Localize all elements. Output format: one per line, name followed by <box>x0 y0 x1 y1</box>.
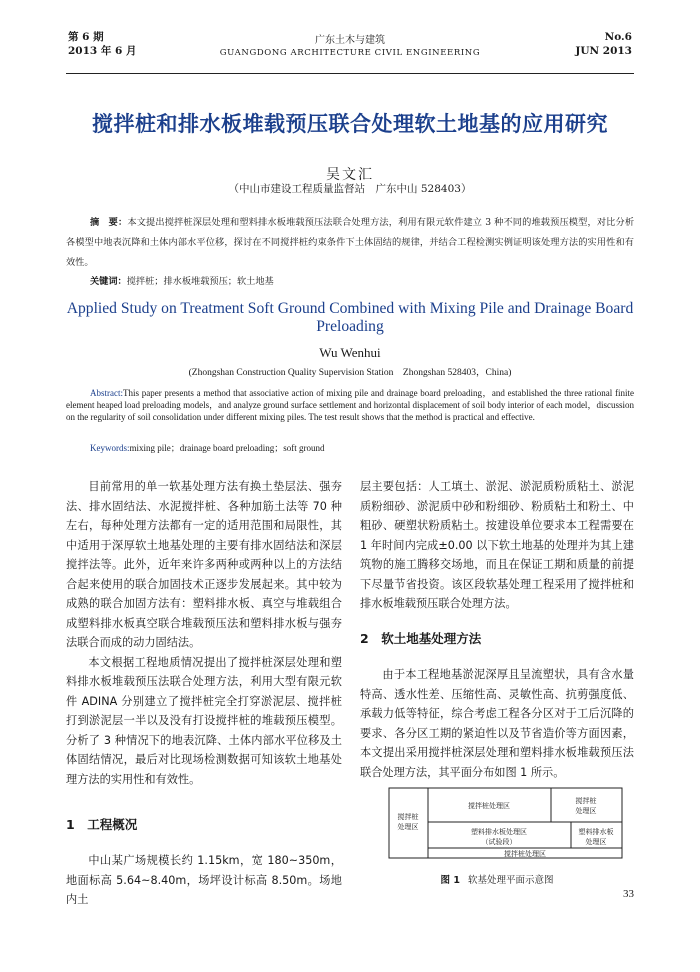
fig-label-center-2: （试验段） <box>481 838 517 846</box>
fig-label-bottom: 搅拌桩处理区 <box>504 850 546 858</box>
fig-label-left-1: 搅拌桩 <box>397 813 419 821</box>
abstract-en <box>66 387 634 423</box>
fig-label-top-center: 搅拌桩处理区 <box>468 802 510 810</box>
abstract-cn-label: 摘 要： <box>90 217 128 228</box>
body-right-column <box>360 477 634 614</box>
fig-label-left-2: 处理区 <box>397 823 419 831</box>
figure-1 <box>388 786 624 860</box>
keywords-en-text: mixing pile；drainage board preloading；soft ground <box>129 443 325 453</box>
header-journal <box>200 34 500 60</box>
abstract-cn-text: 本文提出搅拌桩深层处理和塑料排水板堆载预压法联合处理方法，利用有限元软件建立 3 种不同的堆载预压模型，对比分析各模型中地表沉降和土体内部水平位移，探讨在不同搅拌桩约束条件下土体固结的规律，并结合工程检测实例证明该处理方法的实用性和有效性。 <box>66 217 635 268</box>
author-en: Wu Wenhui <box>319 345 381 360</box>
paper-title-en: Applied Study on Treatment Soft Ground Combined with Mixing Pile and Drainage Board Preloading <box>66 300 634 335</box>
issue-en: No.6 <box>604 31 632 43</box>
keywords-en <box>90 441 324 454</box>
body-right-column-lower <box>360 665 634 782</box>
figure-caption-text: 软基处理平面示意图 <box>467 875 554 886</box>
fig-label-right-1: 搅拌桩 <box>575 797 597 805</box>
keywords-cn <box>90 273 274 287</box>
body-left-column <box>66 477 342 789</box>
affiliation-cn: （中山市建设工程质量监督站 广东中山 528403） <box>228 183 472 195</box>
header-issue-cn <box>68 30 137 58</box>
abstract-cn <box>66 213 634 273</box>
keywords-en-label: Keywords: <box>90 443 130 453</box>
fig-label-center-1: 塑料排水板处理区 <box>471 828 527 836</box>
section-1-heading: 1 工程概况 <box>66 817 138 832</box>
section-1-paragraph-1: 中山某广场规模长约 1.15km，宽 180~350m，地面标高 5.64~8.40m，场坪设计标高 8.50m。场地内土 <box>66 854 342 906</box>
intro-paragraph-2: 本文根据工程地质情况提出了搅拌桩深层处理和塑料排水板堆载预压法联合处理方法，利用大型有限元软件 ADINA 分别建立了搅拌桩完全打穿淤泥层、搅拌桩打到淤泥层一半以及没有打设搅拌桩的堆载预压模型。分析了 3 种情况下的地表沉降、土体内部水平位移及土体固结情况，最后对比现场检测数据可知该软土地基处理方法的实用性和有效性。 <box>66 655 342 786</box>
journal-cn: 广东土木与建筑 <box>315 35 385 46</box>
paper-title-cn: 搅拌桩和排水板堆载预压联合处理软土地基的应用研究 <box>92 112 608 136</box>
body-left-column-lower <box>66 851 342 910</box>
section-2-paragraph-1: 由于本工程地基淤泥深厚且呈流塑状，具有含水量特高、透水性差、压缩性高、灵敏性高、抗剪强度低、承载力低等特征，综合考虑工程各分区对于工后沉降的要求、各分区工期的紧迫性以及节省造价等方面因素，本文提出采用搅拌桩深层处理和塑料排水板堆载预压法联合处理方法，其平面分布如图 1 所示。 <box>360 668 634 779</box>
issue-cn: 第 6 期 <box>68 31 104 43</box>
fig-label-right-lower-2: 处理区 <box>585 838 607 846</box>
keywords-cn-text: 搅拌桩；排水板堆载预压；软土地基 <box>126 276 274 287</box>
header-rule <box>66 73 634 74</box>
fig-label-right-lower-1: 塑料排水板 <box>578 828 614 836</box>
figure-1-diagram <box>388 786 624 860</box>
right-paragraph-1: 层主要包括：人工填土、淤泥、淤泥质粉质粘土、淤泥质粉细砂、淤泥质中砂和粉细砂、粉质粘土和粉土、中粗砂、硬塑状粉质粘土。按建设单位要求本工程需要在 1 年时间内完成±0.00 以下软土地基的处理并为其上建筑物的施工腾移交场地，而且在保证工期和质量的前提下尽量节省投资。该区段软基处理工程采用了搅拌桩和排水板堆载预压联合处理方法。 <box>360 480 634 610</box>
date-cn: 2013 年 6 月 <box>68 45 137 57</box>
abstract-en-label: Abstract: <box>90 388 123 398</box>
keywords-cn-label: 关键词： <box>90 276 127 287</box>
figure-caption-number: 图 1 <box>440 875 460 886</box>
figure-1-caption <box>360 872 634 886</box>
date-en: JUN 2013 <box>575 45 632 57</box>
fig-label-right-2: 处理区 <box>575 807 597 815</box>
intro-paragraph-1: 目前常用的单一软基处理方法有换土垫层法、强夯法、排水固结法、水泥搅拌桩、各种加筋土法等 70 种左右，每种处理方法都有一定的适用范围和局限性，其中适用于深厚软土地基处理的主要有排水固结法和深层搅拌法等。此外，近年来许多两种或两种以上的方法结合起来使用的联合加固技术正逐步发展起来。其中较为成熟的联合加固方法有：塑料排水板、真空与堆载组合成塑料排水板真空联合堆载预压法和塑料排水板与强夯法联合而成的动力固结法。 <box>66 480 342 649</box>
abstract-en-text: This paper presents a method that associative action of mixing pile and drainage board preloading，and established the three rational finite element heaped load preloading models，and analyze ground surface settlement and horizontal displacement of soil body interior of each model，discussion on the regularity of soil consolidation under different mixing piles. The test result shows that the method is practical and effective. <box>66 388 634 422</box>
journal-en: GUANGDONG ARCHITECTURE CIVIL ENGINEERING <box>219 48 481 58</box>
header-issue-en <box>575 30 632 58</box>
author-cn: 吴文汇 <box>326 167 374 183</box>
page-number: 33 <box>623 888 634 900</box>
section-2-heading: 2 软土地基处理方法 <box>360 631 482 646</box>
affiliation-en: (Zhongshan Construction Quality Supervision Station Zhongshan 528403，China) <box>188 368 512 378</box>
